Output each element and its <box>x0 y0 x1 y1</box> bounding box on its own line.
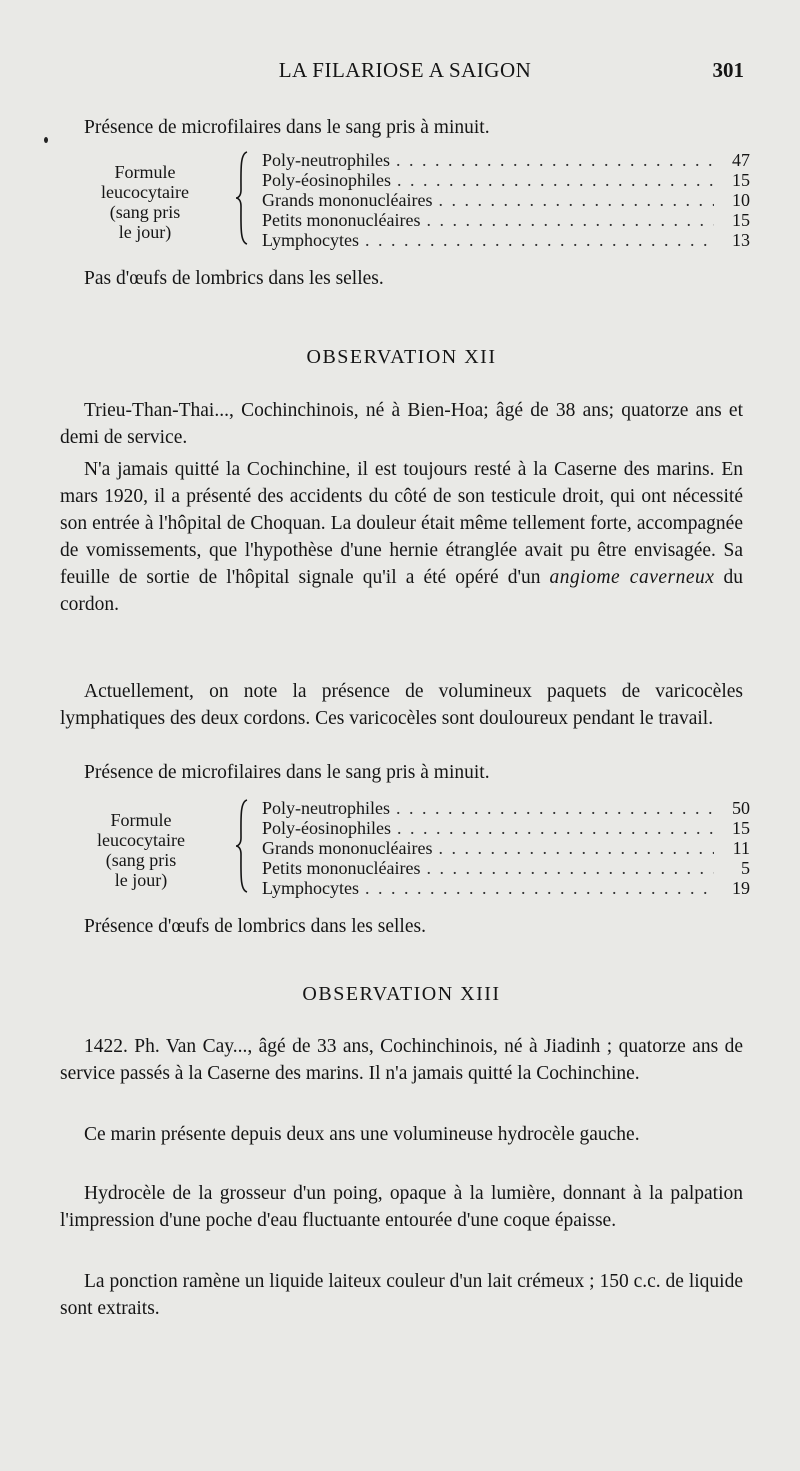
obs-xii-paragraph-2 <box>60 456 743 618</box>
row-label: Lymphocytes <box>262 230 359 250</box>
row-value: 47 <box>732 150 750 170</box>
formula-rows <box>262 798 750 898</box>
formula-row <box>262 838 750 858</box>
obs-xiii-paragraph-2: Ce marin présente depuis deux ans une volumineuse hydrocèle gauche. <box>84 1124 640 1145</box>
leader-dots <box>365 878 714 898</box>
obs-xiii-paragraph-3: Hydrocèle de la grosseur d'un poing, opaque à la lumière, donnant à la palpation l'impression d'une poche d'eau fluctuante entourée d'une coque épaisse. <box>60 1183 743 1231</box>
row-label: Grands mononucléaires <box>262 190 433 210</box>
formula-label <box>56 810 226 890</box>
row-value: 5 <box>741 858 750 878</box>
formula-label-line: (sang pris <box>105 850 177 870</box>
obs-xii-paragraph-3: Actuellement, on note la présence de volumineux paquets de varicocèles lymphatiques des deux cordons. Ces varicocèles sont douloureux pendant le travail. <box>60 681 743 729</box>
row-value: 15 <box>732 210 750 230</box>
paragraph-text: N'a jamais quitté la Cochinchine, il est toujours resté à la Caserne des marins. En mars 1920, il a présenté des accidents du côté de son testicule droit, qui ont nécessité son entrée à l'hôpital de Choquan. La douleur était même tellement forte, accompagnée de vomissements, que l'hypothèse d'une hernie étranglée avait pu être envisagée. Sa feuille de sortie de l'hôpital signale qu'il a été opéré d'un <box>60 459 743 588</box>
formula-row <box>262 230 750 250</box>
formula-row <box>262 190 750 210</box>
formula-label <box>60 162 230 242</box>
presence-line-2: Présence de microfilaires dans le sang pris à minuit. <box>84 762 490 783</box>
leader-dots <box>438 190 714 210</box>
formula-row <box>262 798 750 818</box>
formula-table-2 <box>60 798 750 898</box>
leader-dots <box>396 798 714 818</box>
obs-xiii-paragraph-1: 1422. Ph. Van Cay..., âgé de 33 ans, Cochinchinois, né à Jiadinh ; quatorze ans de service passés à la Caserne des marins. Il n'a jamais quitté la Cochinchine. <box>60 1036 743 1084</box>
row-label: Poly-neutrophiles <box>262 798 390 818</box>
row-value: 11 <box>732 838 750 858</box>
leader-dots <box>365 230 714 250</box>
leader-dots <box>397 170 714 190</box>
formula-label-line: le jour) <box>114 870 168 890</box>
ink-speck <box>44 137 48 143</box>
formula-rows <box>262 150 750 250</box>
row-label: Grands mononucléaires <box>262 838 433 858</box>
formula-row <box>262 210 750 230</box>
italic-term: angiome caverneux <box>549 567 715 588</box>
formula-row <box>262 878 750 898</box>
formula-table-1 <box>60 150 750 250</box>
row-value: 10 <box>732 190 750 210</box>
observation-xiii-heading: OBSERVATION XIII <box>302 983 501 1005</box>
formula-label-line: le jour) <box>118 222 172 242</box>
curly-brace-icon <box>235 798 249 894</box>
leader-dots <box>438 838 714 858</box>
row-value: 19 <box>732 878 750 898</box>
formula-label-line: Formule <box>114 162 176 182</box>
paragraph-text: du cordon. <box>60 567 743 615</box>
stool-line-2: Présence d'œufs de lombrics dans les selles. <box>84 916 426 937</box>
formula-label-line: leucocytaire <box>101 182 189 202</box>
row-label: Petits mononucléaires <box>262 858 421 878</box>
page-number: 301 <box>712 58 744 82</box>
row-label: Poly-éosinophiles <box>262 818 391 838</box>
obs-xiii-paragraph-4: La ponction ramène un liquide laiteux couleur d'un lait crémeux ; 150 c.c. de liquide sont extraits. <box>60 1271 743 1319</box>
row-value: 15 <box>732 170 750 190</box>
formula-row <box>262 150 750 170</box>
curly-brace-icon <box>235 150 249 246</box>
row-label: Petits mononucléaires <box>262 210 421 230</box>
running-title: LA FILARIOSE A SAIGON <box>278 58 532 82</box>
leader-dots <box>397 818 714 838</box>
observation-xii-heading: OBSERVATION XII <box>306 346 497 368</box>
row-value: 13 <box>732 230 750 250</box>
formula-row <box>262 170 750 190</box>
row-label: Poly-éosinophiles <box>262 170 391 190</box>
row-value: 50 <box>732 798 750 818</box>
formula-row <box>262 818 750 838</box>
formula-label-line: (sang pris <box>109 202 181 222</box>
row-label: Lymphocytes <box>262 878 359 898</box>
row-label: Poly-neutrophiles <box>262 150 390 170</box>
presence-line-1: Présence de microfilaires dans le sang pris à minuit. <box>84 117 490 138</box>
running-head <box>60 58 750 86</box>
stool-line-1: Pas d'œufs de lombrics dans les selles. <box>84 268 384 289</box>
formula-row <box>262 858 750 878</box>
leader-dots <box>426 858 714 878</box>
row-value: 15 <box>732 818 750 838</box>
leader-dots <box>396 150 714 170</box>
obs-xii-paragraph-1: Trieu-Than-Thai..., Cochinchinois, né à Bien-Hoa; âgé de 38 ans; quatorze ans et demi de service. <box>60 400 743 448</box>
leader-dots <box>426 210 714 230</box>
formula-label-line: leucocytaire <box>97 830 185 850</box>
formula-label-line: Formule <box>110 810 172 830</box>
